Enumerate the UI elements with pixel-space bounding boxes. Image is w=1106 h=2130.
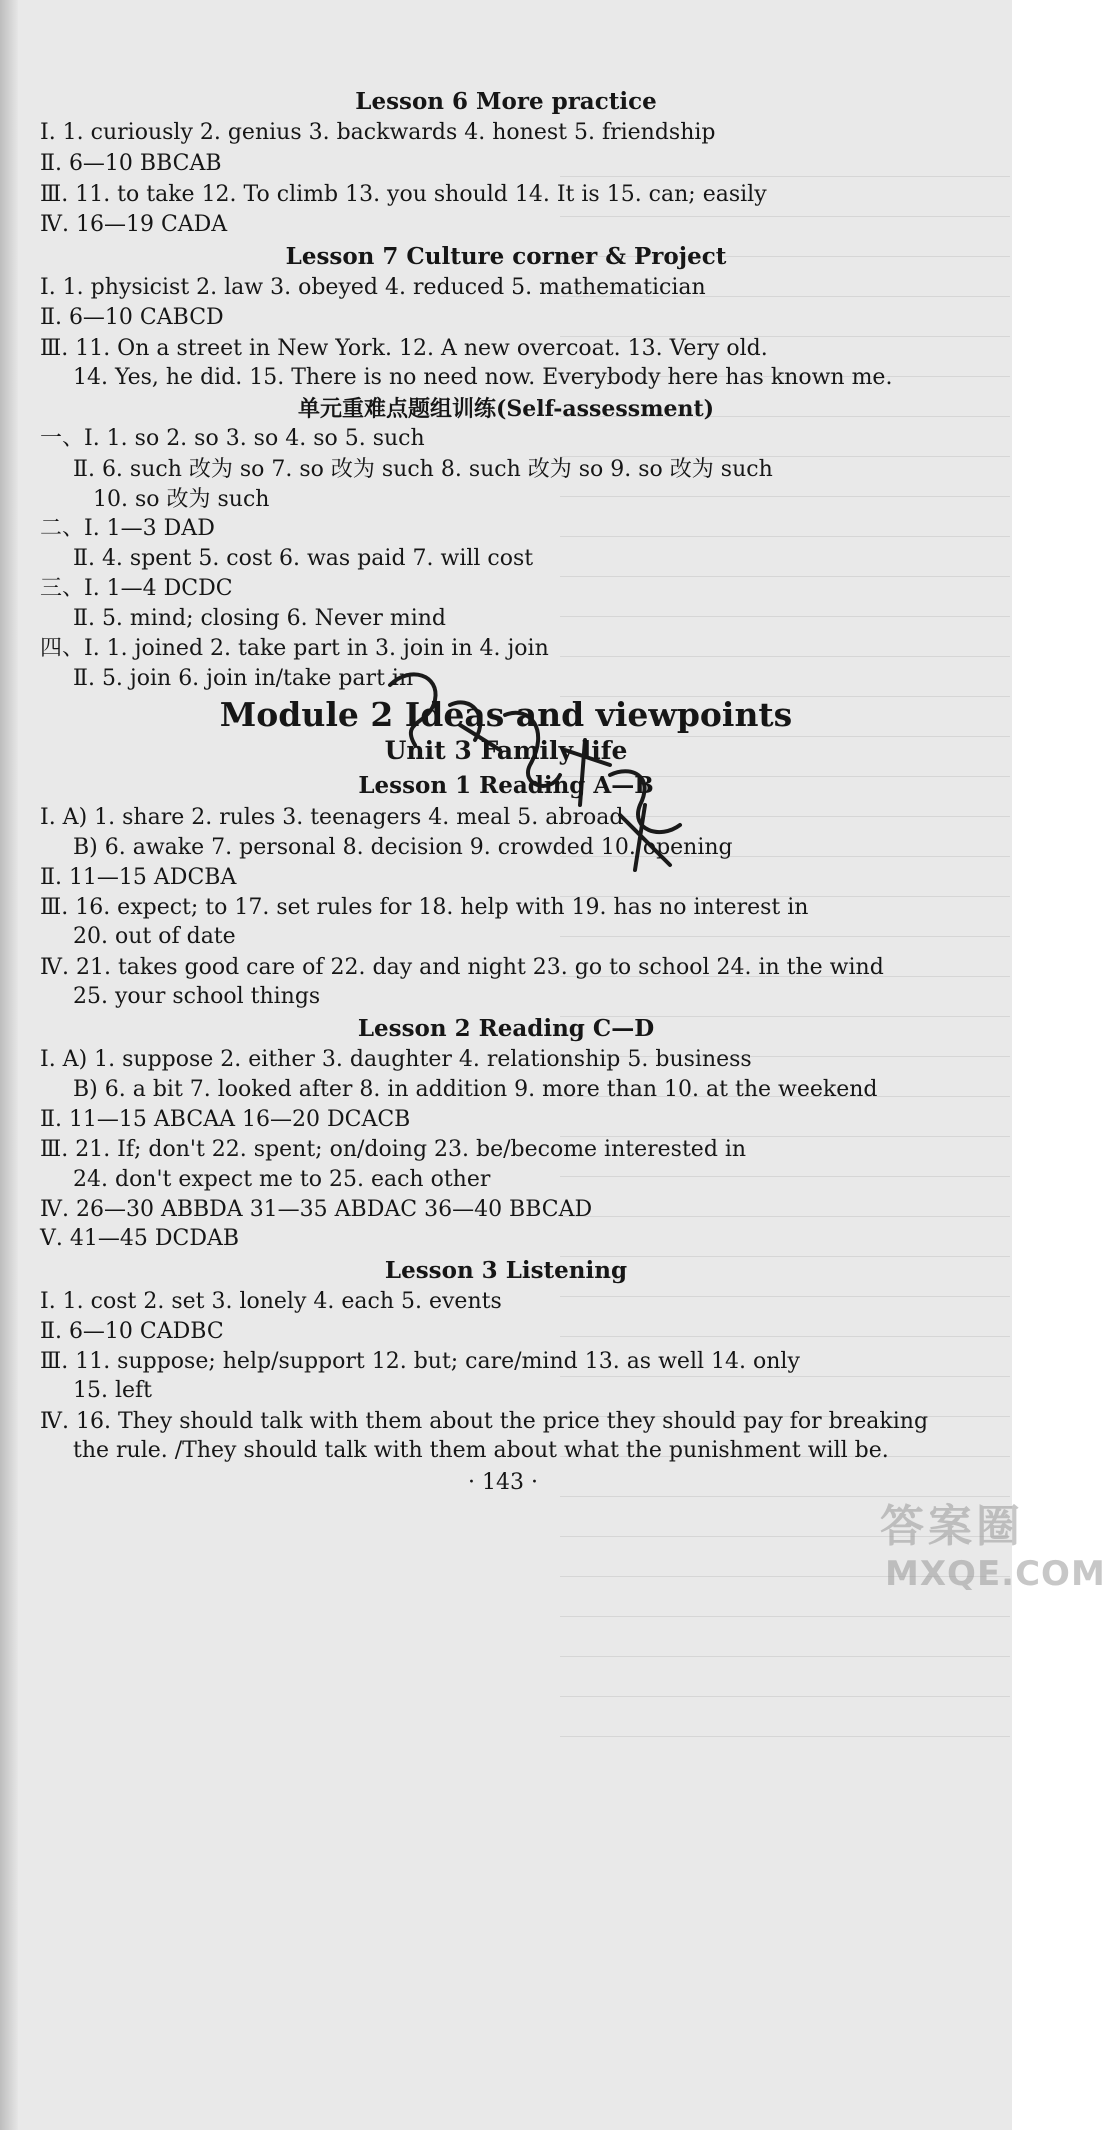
lesson6-line-1: Ⅰ. 1. curiously 2. genius 3. backwards 4. honest 5. friendship — [40, 120, 716, 145]
lesson3-line-2: Ⅱ. 6—10 CADBC — [40, 1319, 224, 1344]
lesson3-line-1: Ⅰ. 1. cost 2. set 3. lonely 4. each 5. events — [40, 1289, 502, 1314]
self-line-4: 二、Ⅰ. 1—3 DAD — [40, 516, 215, 541]
page-number: · 143 · — [468, 1470, 538, 1495]
lesson2-line-6: Ⅳ. 26—30 ABBDA 31—35 ABDAC 36—40 BBCAD — [40, 1197, 593, 1222]
lesson2-line-5: 24. don't expect me to 25. each other — [73, 1167, 491, 1192]
lesson2-line-7: Ⅴ. 41—45 DCDAB — [40, 1226, 240, 1251]
lesson1-line-4: Ⅲ. 16. expect; to 17. set rules for 18. help with 19. has no interest in — [40, 895, 809, 920]
lesson2-line-1: Ⅰ. A) 1. suppose 2. either 3. daughter 4. relationship 5. business — [40, 1047, 752, 1072]
lesson7-line-3: Ⅲ. 11. On a street in New York. 12. A new overcoat. 13. Very old. — [40, 336, 768, 361]
lesson6-line-2: Ⅱ. 6—10 BBCAB — [40, 151, 222, 176]
lesson3-title: Lesson 3 Listening — [384, 1257, 628, 1284]
lesson1-line-2: B) 6. awake 7. personal 8. decision 9. crowded 10. opening — [73, 835, 733, 860]
lesson3-line-6: the rule. /They should talk with them about what the punishment will be. — [73, 1438, 889, 1463]
self-line-7: Ⅱ. 5. mind; closing 6. Never mind — [73, 606, 447, 631]
lesson7-title: Lesson 7 Culture corner & Project — [285, 243, 727, 270]
lesson1-line-1: Ⅰ. A) 1. share 2. rules 3. teenagers 4. meal 5. abroad — [40, 805, 624, 830]
self-line-3: 10. so 改为 such — [93, 487, 270, 512]
lesson1-line-7: 25. your school things — [73, 984, 321, 1009]
watermark-url: MXQE.COM — [885, 1554, 1106, 1594]
watermark-logo-text: 答案圈 — [880, 1501, 1024, 1552]
book-spine-shadow — [0, 0, 18, 2130]
lesson3-line-3: Ⅲ. 11. suppose; help/support 12. but; care/mind 13. as well 14. only — [40, 1349, 800, 1374]
site-watermark-logo — [880, 1490, 1106, 1610]
self-line-2: Ⅱ. 6. such 改为 so 7. so 改为 such 8. such 改为 so 9. so 改为 such — [73, 457, 773, 482]
lesson1-line-6: Ⅳ. 21. takes good care of 22. day and night 23. go to school 24. in the wind — [40, 955, 884, 980]
lesson6-title: Lesson 6 More practice — [355, 88, 657, 115]
unit-title: Unit 3 Family life — [384, 736, 628, 765]
lesson7-line-4: 14. Yes, he did. 15. There is no need now. Everybody here has known me. — [73, 365, 893, 390]
self-line-9: Ⅱ. 5. join 6. join in/take part in — [73, 666, 414, 691]
lesson2-line-2: B) 6. a bit 7. looked after 8. in addition 9. more than 10. at the weekend — [73, 1077, 878, 1102]
lesson7-line-2: Ⅱ. 6—10 CABCD — [40, 305, 224, 330]
lesson1-line-5: 20. out of date — [73, 924, 236, 949]
lesson2-line-3: Ⅱ. 11—15 ABCAA 16—20 DCACB — [40, 1107, 411, 1132]
module-title: Module 2 Ideas and viewpoints — [219, 695, 793, 734]
lesson6-line-3: Ⅲ. 11. to take 12. To climb 13. you should 14. It is 15. can; easily — [40, 182, 767, 207]
self-line-5: Ⅱ. 4. spent 5. cost 6. was paid 7. will cost — [73, 546, 534, 571]
self-line-1: 一、Ⅰ. 1. so 2. so 3. so 4. so 5. such — [40, 426, 425, 451]
self-line-8: 四、Ⅰ. 1. joined 2. take part in 3. join in 4. join — [40, 636, 549, 661]
lesson7-line-1: Ⅰ. 1. physicist 2. law 3. obeyed 4. reduced 5. mathematician — [40, 275, 706, 300]
lesson2-line-4: Ⅲ. 21. If; don't 22. spent; on/doing 23. be/become interested in — [40, 1137, 747, 1162]
self-assessment-title: 单元重难点题组训练(Self-assessment) — [297, 396, 715, 422]
self-line-6: 三、Ⅰ. 1—4 DCDC — [40, 576, 233, 601]
lesson6-line-4: Ⅳ. 16—19 CADA — [40, 212, 228, 237]
lesson1-line-3: Ⅱ. 11—15 ADCBA — [40, 865, 237, 890]
lesson1-title: Lesson 1 Reading A—B — [358, 772, 654, 799]
lesson3-line-4: 15. left — [73, 1378, 153, 1403]
lesson3-line-5: Ⅳ. 16. They should talk with them about the price they should pay for breaking — [40, 1409, 929, 1434]
lesson2-title: Lesson 2 Reading C—D — [357, 1015, 655, 1042]
